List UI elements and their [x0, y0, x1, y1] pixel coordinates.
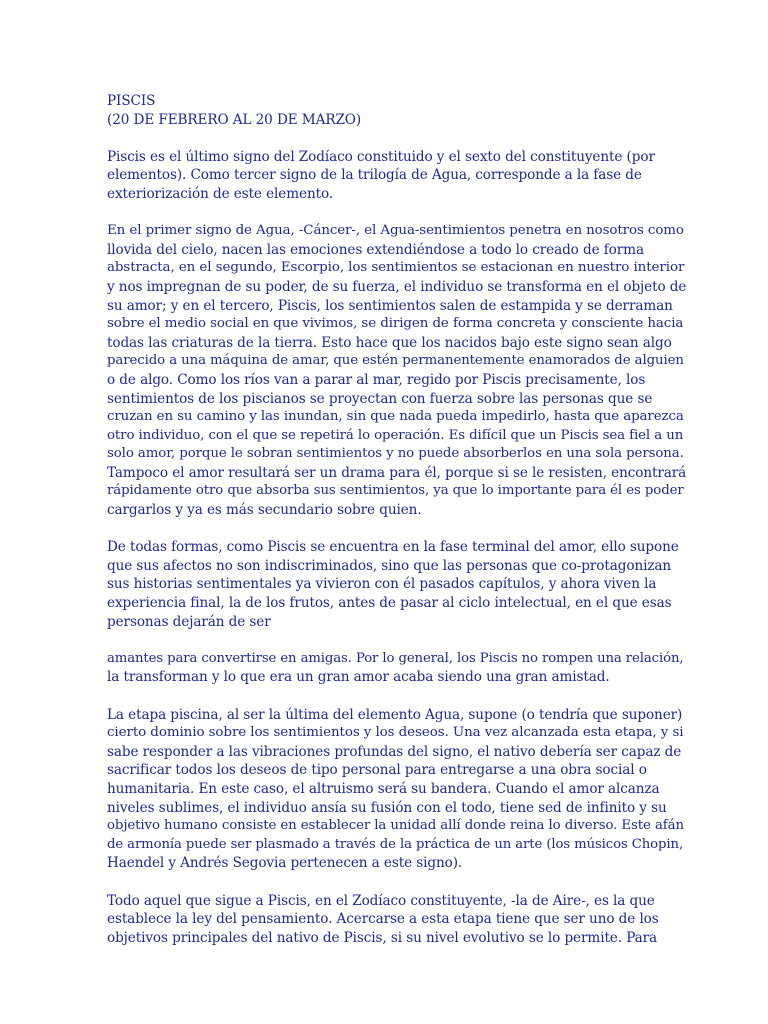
text-line: que sus afectos no son indiscriminados, sino que las personas que co-protagonizan: [107, 557, 672, 574]
document-body: [107, 92, 687, 947]
text-line: personas dejarán de ser: [107, 613, 271, 630]
text-line: objetivo humano consiste en establecer la unidad allí donde reina lo diverso. Este afán: [107, 818, 684, 834]
text-line: cruzan en su camino y las inundan, sin que nada pueda impedirlo, hasta que aparezca: [107, 409, 684, 425]
paragraph-4: [107, 650, 687, 687]
text-line: amantes para convertirse en amigas. Por lo general, los Piscis no rompen una relación,: [107, 650, 684, 666]
text-line: Haendel y Andrés Segovia pertenecen a este signo).: [107, 855, 463, 872]
text-line: elementos). Como tercer signo de la trilogía de Agua, corresponde a la fase de: [107, 167, 642, 184]
paragraph-1: [107, 148, 687, 204]
text-line: de armonía puede ser plasmado a través de la práctica de un arte (los músicos Chopin,: [107, 836, 684, 852]
text-line: parecido a una máquina de amar, que estén permanentemente enamorados de alguien: [107, 353, 684, 369]
text-line: Tampoco el amor resultará ser un drama para él, porque si se le resisten, encontrará: [107, 464, 687, 481]
text-line: La etapa piscina, al ser la última del elemento Agua, supone (o tendría que suponer): [107, 706, 683, 723]
paragraph-6: [107, 892, 687, 948]
text-line: En el primer signo de Agua, -Cáncer-, el Agua-sentimientos penetra en nosotros como: [107, 223, 684, 239]
text-line: la transforman y lo que era un gran amor acaba siendo una gran amistad.: [107, 669, 610, 686]
text-line: De todas formas, como Piscis se encuentra en la fase terminal del amor, ello supone: [107, 539, 679, 556]
paragraph-5: [107, 706, 687, 873]
text-line: otro individuo, con el que se repetirá lo operación. Es difícil que un Piscis sea fiel a un: [107, 427, 684, 443]
text-line: todas las criaturas de la tierra. Esto hace que los nacidos bajo este signo sean algo: [107, 334, 672, 351]
paragraph-3: [107, 538, 687, 631]
text-line: solo amor, porque le sobran sentimientos y no puede absorberlos en una sola persona.: [107, 446, 684, 462]
text-line: o de algo. Como los ríos van a parar al mar, regido por Piscis precisamente, los: [107, 371, 646, 388]
text-line: cierto dominio sobre los sentimientos y los deseos. Una vez alcanzada esta etapa, y si: [107, 725, 684, 741]
text-line: exteriorización de este elemento.: [107, 185, 334, 202]
text-line: establece la ley del pensamiento. Acercarse a esta etapa tiene que ser uno de los: [107, 911, 659, 928]
text-line: su amor; y en el tercero, Piscis, los sentimientos salen de estampida y se derraman: [107, 297, 673, 314]
document-heading: [107, 92, 687, 129]
text-line: niveles sublimes, el individuo ansía su fusión con el todo, tiene sed de infinito y su: [107, 799, 667, 816]
text-line: sentimientos de los piscianos se proyectan con fuerza sobre las personas que se: [107, 390, 653, 407]
text-line: Piscis es el último signo del Zodíaco constituido y el sexto del constituyente (por: [107, 148, 655, 165]
text-line: llovida del cielo, nacen las emociones extendiéndose a todo lo creado de forma: [107, 241, 644, 258]
paragraph-2: [107, 222, 687, 520]
text-line: abstracta, en el segundo, Escorpio, los sentimientos se estacionan en nuestro interior: [107, 260, 685, 276]
text-line: sobre el medio social en que vivimos, se dirigen de forma concreta y consciente hacia: [107, 316, 684, 332]
text-line: Todo aquel que sigue a Piscis, en el Zodíaco constituyente, -la de Aire-, es la que: [107, 892, 655, 909]
text-line: sus historias sentimentales ya vivieron con él pasados capítulos, y ahora viven la: [107, 576, 657, 593]
heading-title: PISCIS: [107, 93, 156, 109]
heading-date-range: (20 DE FEBRERO AL 20 DE MARZO): [107, 111, 362, 128]
text-line: cargarlos y ya es más secundario sobre quien.: [107, 502, 422, 519]
text-line: humanitaria. En este caso, el altruismo será su bandera. Cuando el amor alcanza: [107, 780, 660, 797]
text-line: sacrificar todos los deseos de tipo personal para entregarse a una obra social o: [107, 762, 647, 779]
text-line: rápidamente otro que absorba sus sentimientos, ya que lo importante para él es poder: [107, 483, 684, 499]
text-line: y nos impregnan de su poder, de su fuerza, el individuo se transforma en el objeto de: [107, 278, 687, 295]
text-line: objetivos principales del nativo de Piscis, si su nivel evolutivo se lo permite. Para: [107, 929, 658, 946]
text-line: sabe responder a las vibraciones profundas del signo, el nativo debería ser capaz de: [107, 743, 682, 760]
text-line: experiencia final, la de los frutos, antes de pasar al ciclo intelectual, en el que esas: [107, 595, 672, 612]
